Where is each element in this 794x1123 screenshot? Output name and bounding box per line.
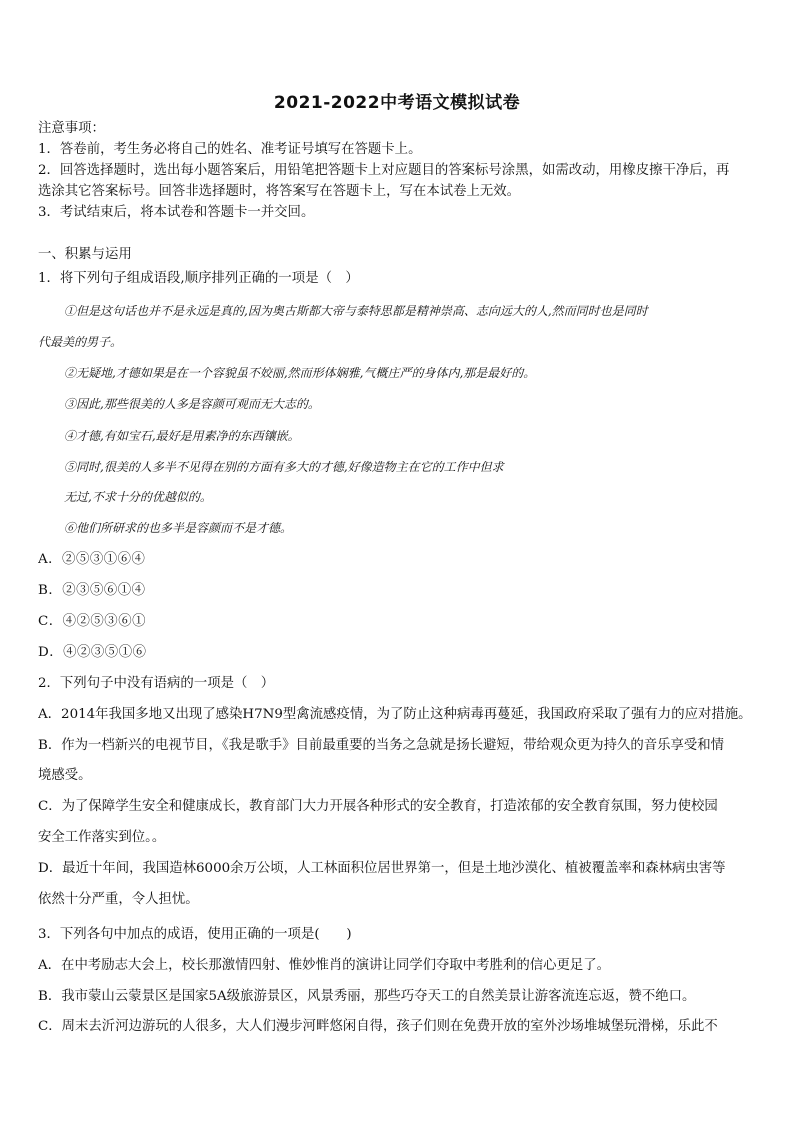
notice-line-3: 3．考试结束后，将本试卷和答题卡一并交回。	[38, 205, 315, 220]
page-title: 2021-2022中考语文模拟试卷	[273, 93, 521, 113]
q2-option-d-line2: 依然十分严重，令人担忧。	[38, 892, 199, 907]
q2-option-b-line2: 境感受。	[38, 768, 92, 783]
q3-option-b: B．我市蒙山云蒙景区是国家5A级旅游景区，风景秀丽，那些巧夺天工的自然美景让游客流连忘返，赞不绝口。	[38, 989, 696, 1004]
q1-sentence-4: ④才德,有如宝石,最好是用素净的东西镶嵌。	[64, 429, 300, 443]
q1-sentence-6: ⑥他们所研求的也多半是容颜而不是才德。	[64, 521, 293, 535]
section-heading: 一、积累与运用	[38, 247, 132, 262]
q1-sentence-5a: ⑤同时,很美的人多半不见得在别的方面有多大的才德,好像造物主在它的工作中但求	[64, 460, 504, 474]
question-3-stem: 3．下列各句中加点的成语，使用正确的一项是( )	[38, 927, 352, 942]
q2-option-c-line2: 安全工作落实到位。。	[38, 830, 166, 845]
question-1-stem: 1．将下列句子组成语段,顺序排列正确的一项是（ ）	[38, 271, 359, 286]
question-2-stem: 2．下列句子中没有语病的一项是（ ）	[38, 676, 275, 691]
notice-heading: 注意事项：	[38, 121, 105, 136]
q1-sentence-1a: ①但是这句话也并不是永远是真的,因为奥古斯都大帝与泰特思都是精神崇高、志向远大的人,然而同时也是同时	[64, 304, 648, 318]
q2-option-a: A．2014年我国多地又出现了感染H7N9型禽流感疫情，为了防止这种病毒再蔓延，我国政府采取了强有力的应对措施。	[38, 707, 752, 722]
q1-option-d: D．④②③⑤①⑥	[38, 645, 147, 660]
q1-option-c: C．④②⑤③⑥①	[38, 614, 146, 629]
q2-option-d-line1: D．最近十年间，我国造林6000余万公顷，人工林面积位居世界第一，但是土地沙漠化、植被覆盖率和森林病虫害等	[38, 861, 726, 876]
notice-line-1: 1．答卷前，考生务必将自己的姓名、准考证号填写在答题卡上。	[38, 142, 422, 157]
q1-sentence-3: ③因此,那些很美的人多是容颜可观而无大志的。	[64, 397, 320, 411]
q1-sentence-5b: 无过,不求十分的优越似的。	[64, 490, 212, 504]
q3-option-c: C．周末去沂河边游玩的人很多，大人们漫步河畔悠闲自得，孩子们则在免费开放的室外沙场堆城堡玩滑梯，乐此不	[38, 1019, 718, 1034]
q2-option-b-line1: B．作为一档新兴的电视节目，《我是歌手》目前最重要的当务之急就是扬长避短，带给观众更为持久的音乐享受和情	[38, 738, 725, 753]
notice-line-2b: 选涂其它答案标号。回答非选择题时，将答案写在答题卡上，写在本试卷上无效。	[38, 184, 521, 199]
q2-option-c-line1: C．为了保障学生安全和健康成长，教育部门大力开展各种形式的安全教育，打造浓郁的安全教育氛围，努力使校园	[38, 799, 718, 814]
q1-option-a: A．②⑤③①⑥④	[38, 552, 146, 567]
q3-option-a: A．在中考励志大会上，校长那激情四射、惟妙惟肖的演讲让同学们夺取中考胜利的信心更足了。	[38, 958, 611, 973]
q1-sentence-1b: 代最美的男子。	[38, 335, 123, 349]
q1-option-b: B．②③⑤⑥①④	[38, 583, 146, 598]
q1-sentence-2: ②无疑地,才德如果是在一个容貌虽不姣丽,然而形体娴雅,气概庄严的身体内,那是最好的。	[64, 366, 536, 380]
notice-line-2a: 2．回答选择题时，选出每小题答案后，用铅笔把答题卡上对应题目的答案标号涂黑，如需改动，用橡皮擦干净后，再	[38, 163, 730, 178]
